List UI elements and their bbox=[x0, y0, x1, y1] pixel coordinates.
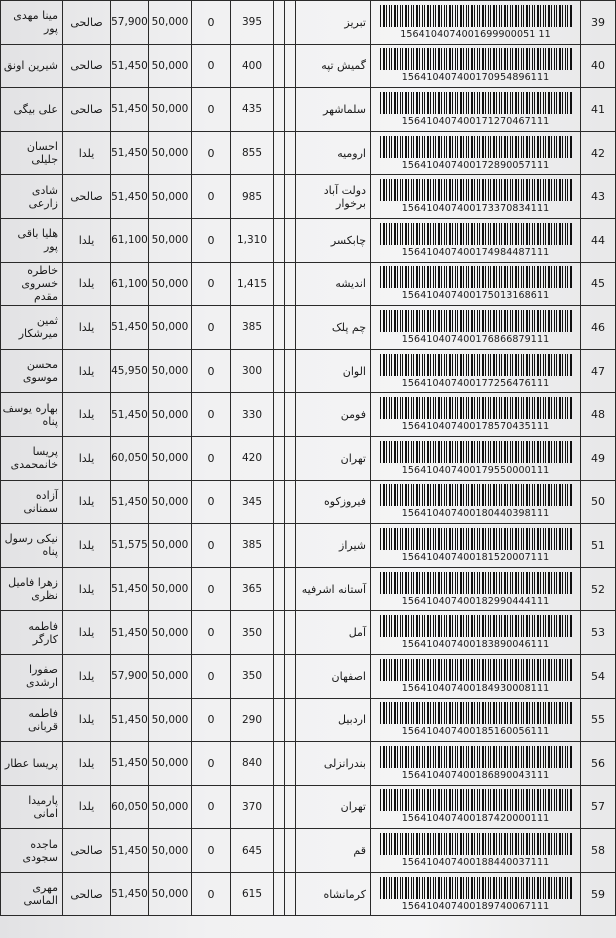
zero-cell: 0 bbox=[192, 218, 231, 262]
city-cell: سلماشهر bbox=[296, 88, 371, 132]
base-amount-cell: 50,000 bbox=[149, 436, 192, 480]
group-cell: صالحی bbox=[63, 175, 111, 219]
table-row bbox=[1, 349, 616, 393]
empty-cell bbox=[274, 1, 285, 45]
city-cell: آستانه اشرفیه bbox=[296, 567, 371, 611]
table-row bbox=[1, 698, 616, 742]
quantity-cell: 395 bbox=[231, 1, 274, 45]
zero-cell: 0 bbox=[192, 436, 231, 480]
quantity-cell: 290 bbox=[231, 698, 274, 742]
table-row bbox=[1, 218, 616, 262]
barcode-cell bbox=[371, 218, 581, 262]
table-row bbox=[1, 131, 616, 175]
city-cell: اندیشه bbox=[296, 262, 371, 306]
customer-name-cell: ثمین میرشکار bbox=[1, 306, 63, 350]
barcode-graphic bbox=[380, 572, 572, 594]
barcode-cell bbox=[371, 742, 581, 786]
table-row bbox=[1, 436, 616, 480]
empty-cell bbox=[274, 480, 285, 524]
city-cell: تبریز bbox=[296, 1, 371, 45]
row-number-cell: 49 bbox=[581, 436, 616, 480]
customer-name-cell: پریسا عطار bbox=[1, 742, 63, 786]
price-cell: 57,900 bbox=[111, 1, 149, 45]
barcode-graphic bbox=[380, 441, 572, 463]
empty-cell bbox=[274, 262, 285, 306]
barcode-graphic bbox=[380, 223, 572, 245]
price-cell: 51,450 bbox=[111, 567, 149, 611]
base-amount-cell: 50,000 bbox=[149, 393, 192, 437]
tracking-code: 156410407400186890043111 bbox=[401, 769, 550, 781]
empty-cell bbox=[274, 872, 285, 916]
barcode-graphic bbox=[380, 833, 572, 855]
table-row bbox=[1, 829, 616, 873]
city-cell: قم bbox=[296, 829, 371, 873]
group-cell: یلدا bbox=[63, 611, 111, 655]
empty-cell bbox=[285, 436, 296, 480]
zero-cell: 0 bbox=[192, 262, 231, 306]
base-amount-cell: 50,000 bbox=[149, 88, 192, 132]
barcode-graphic bbox=[380, 397, 572, 419]
quantity-cell: 435 bbox=[231, 88, 274, 132]
table-row bbox=[1, 872, 616, 916]
barcode-graphic bbox=[380, 877, 572, 899]
group-cell: یلدا bbox=[63, 393, 111, 437]
empty-cell bbox=[285, 175, 296, 219]
barcode-cell bbox=[371, 262, 581, 306]
row-number-cell: 39 bbox=[581, 1, 616, 45]
city-cell: اصفهان bbox=[296, 654, 371, 698]
group-cell: یلدا bbox=[63, 785, 111, 829]
group-cell: یلدا bbox=[63, 306, 111, 350]
barcode-cell bbox=[371, 524, 581, 568]
price-cell: 61,100 bbox=[111, 262, 149, 306]
tracking-code: 156410407400182990444111 bbox=[401, 595, 550, 607]
customer-name-cell: پارمیدا امانی bbox=[1, 785, 63, 829]
barcode-cell bbox=[371, 349, 581, 393]
tracking-code: 156410407400184930008111 bbox=[401, 682, 550, 694]
tracking-code: 156410407400173370834111 bbox=[401, 203, 550, 215]
barcode-graphic bbox=[380, 48, 572, 70]
zero-cell: 0 bbox=[192, 349, 231, 393]
empty-cell bbox=[274, 524, 285, 568]
customer-name-cell: فاطمه کارگر bbox=[1, 611, 63, 655]
zero-cell: 0 bbox=[192, 698, 231, 742]
barcode-cell bbox=[371, 175, 581, 219]
row-number-cell: 51 bbox=[581, 524, 616, 568]
table-row bbox=[1, 480, 616, 524]
base-amount-cell: 50,000 bbox=[149, 742, 192, 786]
base-amount-cell: 50,000 bbox=[149, 785, 192, 829]
city-cell: فومن bbox=[296, 393, 371, 437]
customer-name-cell: فاطمه قربانی bbox=[1, 698, 63, 742]
empty-cell bbox=[285, 611, 296, 655]
quantity-cell: 385 bbox=[231, 306, 274, 350]
group-cell: یلدا bbox=[63, 742, 111, 786]
empty-cell bbox=[285, 785, 296, 829]
empty-cell bbox=[285, 872, 296, 916]
quantity-cell: 985 bbox=[231, 175, 274, 219]
customer-name-cell: شیرین اونق bbox=[1, 44, 63, 88]
tracking-code: 156410407400188440037111 bbox=[401, 857, 550, 869]
table-row bbox=[1, 654, 616, 698]
barcode-cell bbox=[371, 131, 581, 175]
city-cell: الوان bbox=[296, 349, 371, 393]
quantity-cell: 1,415 bbox=[231, 262, 274, 306]
city-cell: آمل bbox=[296, 611, 371, 655]
quantity-cell: 345 bbox=[231, 480, 274, 524]
zero-cell: 0 bbox=[192, 524, 231, 568]
base-amount-cell: 50,000 bbox=[149, 44, 192, 88]
price-cell: 61,100 bbox=[111, 218, 149, 262]
zero-cell: 0 bbox=[192, 393, 231, 437]
barcode-graphic bbox=[380, 789, 572, 811]
empty-cell bbox=[274, 611, 285, 655]
price-cell: 51,450 bbox=[111, 480, 149, 524]
base-amount-cell: 50,000 bbox=[149, 1, 192, 45]
city-cell: بندرانزلی bbox=[296, 742, 371, 786]
city-cell: شیراز bbox=[296, 524, 371, 568]
quantity-cell: 300 bbox=[231, 349, 274, 393]
zero-cell: 0 bbox=[192, 175, 231, 219]
row-number-cell: 44 bbox=[581, 218, 616, 262]
empty-cell bbox=[274, 567, 285, 611]
group-cell: یلدا bbox=[63, 131, 111, 175]
group-cell: صالحی bbox=[63, 88, 111, 132]
barcode-graphic bbox=[380, 92, 572, 114]
customer-name-cell: محسن موسوی bbox=[1, 349, 63, 393]
row-number-cell: 53 bbox=[581, 611, 616, 655]
zero-cell: 0 bbox=[192, 829, 231, 873]
empty-cell bbox=[274, 654, 285, 698]
empty-cell bbox=[285, 1, 296, 45]
barcode-graphic bbox=[380, 746, 572, 768]
table-row bbox=[1, 393, 616, 437]
group-cell: یلدا bbox=[63, 218, 111, 262]
empty-cell bbox=[274, 742, 285, 786]
table-row bbox=[1, 742, 616, 786]
price-cell: 51,450 bbox=[111, 742, 149, 786]
row-number-cell: 48 bbox=[581, 393, 616, 437]
city-cell: ارومیه bbox=[296, 131, 371, 175]
barcode-cell bbox=[371, 829, 581, 873]
empty-cell bbox=[274, 698, 285, 742]
barcode-graphic bbox=[380, 179, 572, 201]
tracking-code: 156410407400174984487111 bbox=[401, 246, 550, 258]
base-amount-cell: 50,000 bbox=[149, 654, 192, 698]
price-cell: 60,050 bbox=[111, 785, 149, 829]
barcode-graphic bbox=[380, 659, 572, 681]
row-number-cell: 58 bbox=[581, 829, 616, 873]
barcode-graphic bbox=[380, 5, 572, 27]
barcode-cell bbox=[371, 436, 581, 480]
base-amount-cell: 50,000 bbox=[149, 349, 192, 393]
row-number-cell: 42 bbox=[581, 131, 616, 175]
empty-cell bbox=[274, 88, 285, 132]
barcode-graphic bbox=[380, 702, 572, 724]
group-cell: یلدا bbox=[63, 262, 111, 306]
table-row bbox=[1, 1, 616, 45]
table-row bbox=[1, 785, 616, 829]
city-cell: دولت آباد برخوار bbox=[296, 175, 371, 219]
group-cell: یلدا bbox=[63, 567, 111, 611]
barcode-cell bbox=[371, 654, 581, 698]
row-number-cell: 47 bbox=[581, 349, 616, 393]
table-row bbox=[1, 88, 616, 132]
base-amount-cell: 50,000 bbox=[149, 872, 192, 916]
zero-cell: 0 bbox=[192, 785, 231, 829]
city-cell: گمیش تپه bbox=[296, 44, 371, 88]
empty-cell bbox=[274, 349, 285, 393]
row-number-cell: 41 bbox=[581, 88, 616, 132]
tracking-code: 156410407400170954896111 bbox=[401, 72, 550, 84]
empty-cell bbox=[285, 88, 296, 132]
customer-name-cell: آزاده سمنانی bbox=[1, 480, 63, 524]
tracking-code: 156410407400172890057111 bbox=[401, 159, 550, 171]
zero-cell: 0 bbox=[192, 1, 231, 45]
barcode-cell bbox=[371, 872, 581, 916]
customer-name-cell: خاطره خسروی مقدم bbox=[1, 262, 63, 306]
barcode-graphic bbox=[380, 615, 572, 637]
price-cell: 51,450 bbox=[111, 393, 149, 437]
tracking-code: 156410407400189740067111 bbox=[401, 900, 550, 912]
table-row bbox=[1, 524, 616, 568]
customer-name-cell: مینا مهدی پور bbox=[1, 1, 63, 45]
base-amount-cell: 50,000 bbox=[149, 829, 192, 873]
quantity-cell: 370 bbox=[231, 785, 274, 829]
city-cell: تهران bbox=[296, 785, 371, 829]
row-number-cell: 40 bbox=[581, 44, 616, 88]
row-number-cell: 59 bbox=[581, 872, 616, 916]
price-cell: 57,900 bbox=[111, 654, 149, 698]
barcode-graphic bbox=[380, 136, 572, 158]
quantity-cell: 420 bbox=[231, 436, 274, 480]
quantity-cell: 365 bbox=[231, 567, 274, 611]
base-amount-cell: 50,000 bbox=[149, 262, 192, 306]
price-cell: 51,450 bbox=[111, 829, 149, 873]
empty-cell bbox=[274, 175, 285, 219]
tracking-code: 156410407400180440398111 bbox=[401, 508, 550, 520]
group-cell: یلدا bbox=[63, 480, 111, 524]
table-row bbox=[1, 567, 616, 611]
empty-cell bbox=[285, 44, 296, 88]
group-cell: یلدا bbox=[63, 654, 111, 698]
price-cell: 51,450 bbox=[111, 44, 149, 88]
zero-cell: 0 bbox=[192, 44, 231, 88]
tracking-code: 156410407400176866879111 bbox=[401, 333, 550, 345]
group-cell: یلدا bbox=[63, 698, 111, 742]
price-cell: 51,575 bbox=[111, 524, 149, 568]
row-number-cell: 46 bbox=[581, 306, 616, 350]
empty-cell bbox=[274, 44, 285, 88]
price-cell: 51,450 bbox=[111, 88, 149, 132]
group-cell: یلدا bbox=[63, 436, 111, 480]
barcode-graphic bbox=[380, 484, 572, 506]
price-cell: 51,450 bbox=[111, 306, 149, 350]
customer-name-cell: مهری الماسی bbox=[1, 872, 63, 916]
price-cell: 51,450 bbox=[111, 872, 149, 916]
empty-cell bbox=[285, 698, 296, 742]
zero-cell: 0 bbox=[192, 742, 231, 786]
base-amount-cell: 50,000 bbox=[149, 218, 192, 262]
empty-cell bbox=[285, 480, 296, 524]
zero-cell: 0 bbox=[192, 567, 231, 611]
empty-cell bbox=[285, 131, 296, 175]
quantity-cell: 855 bbox=[231, 131, 274, 175]
empty-cell bbox=[285, 829, 296, 873]
barcode-graphic bbox=[380, 528, 572, 550]
barcode-cell bbox=[371, 88, 581, 132]
group-cell: صالحی bbox=[63, 872, 111, 916]
city-cell: چابکسر bbox=[296, 218, 371, 262]
empty-cell bbox=[285, 524, 296, 568]
customer-name-cell: شادی زارعی bbox=[1, 175, 63, 219]
quantity-cell: 385 bbox=[231, 524, 274, 568]
quantity-cell: 615 bbox=[231, 872, 274, 916]
tracking-code: 156410407400181520007111 bbox=[401, 551, 550, 563]
price-cell: 60,050 bbox=[111, 436, 149, 480]
barcode-cell bbox=[371, 611, 581, 655]
quantity-cell: 350 bbox=[231, 611, 274, 655]
empty-cell bbox=[285, 349, 296, 393]
quantity-cell: 1,310 bbox=[231, 218, 274, 262]
table-row bbox=[1, 306, 616, 350]
barcode-cell bbox=[371, 698, 581, 742]
barcode-cell bbox=[371, 306, 581, 350]
base-amount-cell: 50,000 bbox=[149, 611, 192, 655]
city-cell: چم پلک bbox=[296, 306, 371, 350]
customer-name-cell: علی بیگی bbox=[1, 88, 63, 132]
customer-name-cell: پریسا خانمحمدی bbox=[1, 436, 63, 480]
empty-cell bbox=[274, 306, 285, 350]
zero-cell: 0 bbox=[192, 88, 231, 132]
zero-cell: 0 bbox=[192, 131, 231, 175]
zero-cell: 0 bbox=[192, 306, 231, 350]
empty-cell bbox=[274, 393, 285, 437]
group-cell: یلدا bbox=[63, 349, 111, 393]
row-number-cell: 52 bbox=[581, 567, 616, 611]
quantity-cell: 840 bbox=[231, 742, 274, 786]
row-number-cell: 45 bbox=[581, 262, 616, 306]
zero-cell: 0 bbox=[192, 654, 231, 698]
base-amount-cell: 50,000 bbox=[149, 175, 192, 219]
quantity-cell: 350 bbox=[231, 654, 274, 698]
base-amount-cell: 50,000 bbox=[149, 480, 192, 524]
tracking-code: 156410407400175013168611 bbox=[401, 290, 550, 302]
group-cell: صالحی bbox=[63, 1, 111, 45]
customer-name-cell: نیکی رسول پناه bbox=[1, 524, 63, 568]
empty-cell bbox=[274, 829, 285, 873]
customer-name-cell: هلیا باقی پور bbox=[1, 218, 63, 262]
tracking-code: 156410407400178570435111 bbox=[401, 421, 550, 433]
quantity-cell: 400 bbox=[231, 44, 274, 88]
zero-cell: 0 bbox=[192, 480, 231, 524]
empty-cell bbox=[285, 306, 296, 350]
barcode-cell bbox=[371, 480, 581, 524]
empty-cell bbox=[285, 393, 296, 437]
base-amount-cell: 50,000 bbox=[149, 567, 192, 611]
price-cell: 51,450 bbox=[111, 175, 149, 219]
row-number-cell: 56 bbox=[581, 742, 616, 786]
group-cell: یلدا bbox=[63, 524, 111, 568]
price-cell: 45,950 bbox=[111, 349, 149, 393]
barcode-cell bbox=[371, 567, 581, 611]
table-row bbox=[1, 262, 616, 306]
barcode-graphic bbox=[380, 266, 572, 288]
tracking-code: 156410407400171270467111 bbox=[401, 115, 550, 127]
table-row bbox=[1, 175, 616, 219]
city-cell: اردبیل bbox=[296, 698, 371, 742]
tracking-code: 1564104074001699900051 11 bbox=[400, 28, 551, 40]
empty-cell bbox=[285, 262, 296, 306]
base-amount-cell: 50,000 bbox=[149, 524, 192, 568]
barcode-cell bbox=[371, 393, 581, 437]
row-number-cell: 50 bbox=[581, 480, 616, 524]
customer-name-cell: بهاره یوسف پناه bbox=[1, 393, 63, 437]
city-cell: کرمانشاه bbox=[296, 872, 371, 916]
customer-name-cell: ماجده سجودی bbox=[1, 829, 63, 873]
group-cell: صالحی bbox=[63, 829, 111, 873]
barcode-graphic bbox=[380, 354, 572, 376]
quantity-cell: 645 bbox=[231, 829, 274, 873]
price-cell: 51,450 bbox=[111, 611, 149, 655]
price-cell: 51,450 bbox=[111, 131, 149, 175]
row-number-cell: 57 bbox=[581, 785, 616, 829]
row-number-cell: 54 bbox=[581, 654, 616, 698]
barcode-cell bbox=[371, 44, 581, 88]
empty-cell bbox=[274, 218, 285, 262]
empty-cell bbox=[285, 742, 296, 786]
customer-name-cell: احسان جلیلی bbox=[1, 131, 63, 175]
customer-name-cell: صفورا ارشدی bbox=[1, 654, 63, 698]
tracking-code: 156410407400185160056111 bbox=[401, 726, 550, 738]
empty-cell bbox=[274, 436, 285, 480]
row-number-cell: 55 bbox=[581, 698, 616, 742]
city-cell: تهران bbox=[296, 436, 371, 480]
table-body bbox=[1, 1, 616, 916]
barcode-cell bbox=[371, 1, 581, 45]
tracking-code: 156410407400179550000111 bbox=[401, 464, 550, 476]
tracking-code: 156410407400187420000111 bbox=[401, 813, 550, 825]
empty-cell bbox=[285, 218, 296, 262]
empty-cell bbox=[274, 131, 285, 175]
barcode-cell bbox=[371, 785, 581, 829]
base-amount-cell: 50,000 bbox=[149, 306, 192, 350]
base-amount-cell: 50,000 bbox=[149, 131, 192, 175]
base-amount-cell: 50,000 bbox=[149, 698, 192, 742]
customer-name-cell: زهرا فامیل نظری bbox=[1, 567, 63, 611]
table-row bbox=[1, 44, 616, 88]
row-number-cell: 43 bbox=[581, 175, 616, 219]
empty-cell bbox=[285, 567, 296, 611]
empty-cell bbox=[285, 654, 296, 698]
quantity-cell: 330 bbox=[231, 393, 274, 437]
table-row bbox=[1, 611, 616, 655]
zero-cell: 0 bbox=[192, 872, 231, 916]
empty-cell bbox=[274, 785, 285, 829]
barcode-graphic bbox=[380, 310, 572, 332]
zero-cell: 0 bbox=[192, 611, 231, 655]
tracking-code: 156410407400183890046111 bbox=[401, 639, 550, 651]
tracking-code: 156410407400177256476111 bbox=[401, 377, 550, 389]
group-cell: صالحی bbox=[63, 44, 111, 88]
price-cell: 51,450 bbox=[111, 698, 149, 742]
city-cell: فیروزکوه bbox=[296, 480, 371, 524]
